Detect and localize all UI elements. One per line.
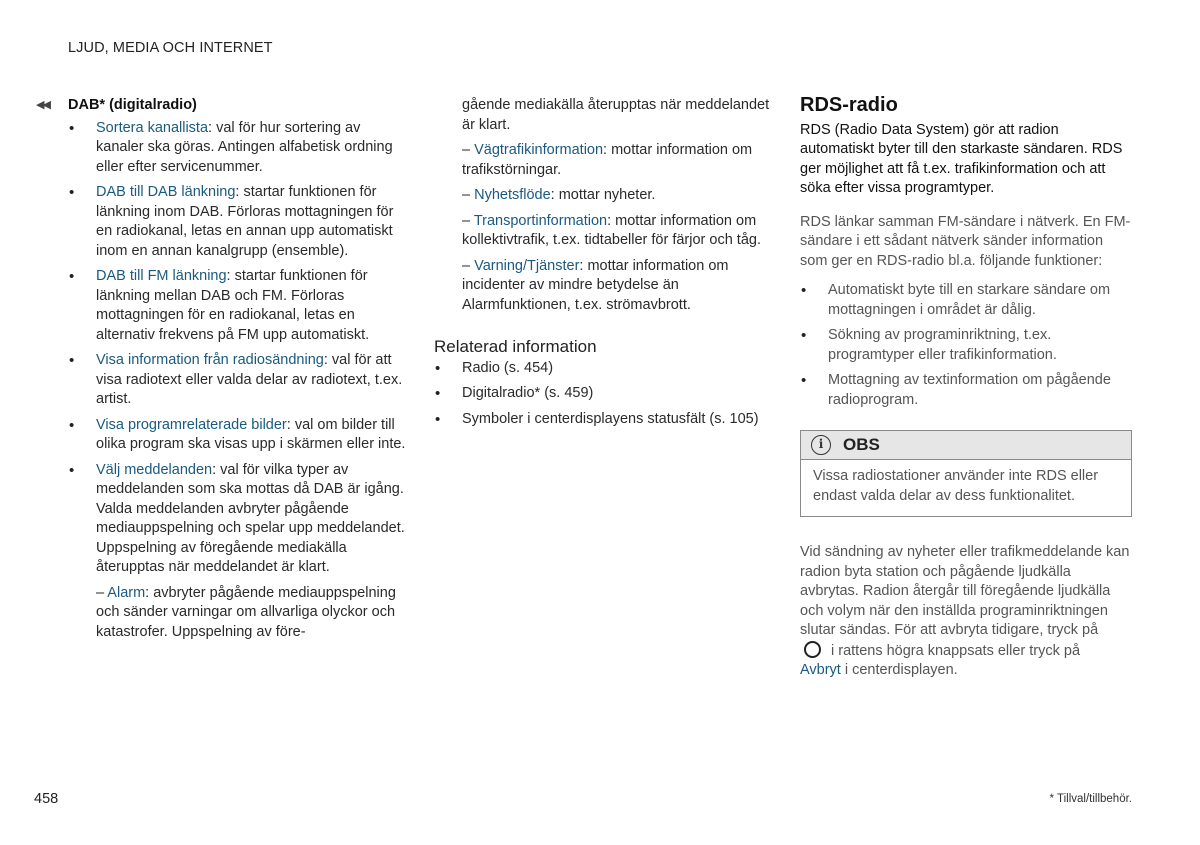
sub-text: : mottar information om trafikstörningar.	[462, 142, 753, 178]
rds-intro: RDS (Radio Data System) gör att radion automatiskt byter till den starkaste sändaren. RDS ger möjlighet att få t.ex. trafikinformation och att söka efter vissa programtyper.	[800, 121, 1123, 196]
column-3	[800, 96, 1133, 687]
sub-item	[462, 186, 774, 206]
dash: –	[462, 187, 475, 203]
footnote: * Tillval/tillbehör.	[1049, 793, 1132, 805]
list-item: • Mottagning av textinformation om pågående radioprogram.	[800, 371, 1133, 410]
dash: –	[462, 142, 475, 158]
list-item	[68, 416, 408, 455]
rds-paragraph-2	[800, 543, 1133, 681]
sub-item	[462, 141, 774, 180]
setting-term: Sortera kanallista	[96, 119, 209, 136]
info-icon: i	[811, 435, 831, 455]
paragraph-text-end: i centerdisplayen.	[840, 662, 958, 678]
setting-text: : startar funktionen för länkning inom DAB. Förloras mottagningen för en radiokanal, letas en annan upp automatiskt inom en annan kanalgrupp (ensemble).	[96, 184, 394, 259]
rds-functions-list	[800, 281, 1133, 410]
dab-settings-list	[68, 119, 408, 643]
rds-radio-title: RDS-radio	[800, 94, 898, 116]
sub-text: : mottar information om incidenter av mindre betydelse än Alarmfunktionen, t.ex. strömavbrott.	[462, 257, 729, 313]
section-title-dab: DAB* (digitalradio)	[68, 97, 197, 113]
setting-term: Visa information från radiosändning	[96, 352, 324, 368]
avbryt-term: Avbryt	[800, 662, 841, 678]
column-2	[434, 96, 774, 435]
sub-term: Transportinformation	[473, 212, 608, 229]
list-item	[68, 119, 408, 178]
paragraph-text: Vid sändning av nyheter eller trafikmeddelande kan radion byta station och pågående ljudkälla avbrytas. Radion återgår till föregående ljudkälla och volym när den inställda programinriktningen slutar sändas. För att avbryta tidigare, tryck på	[800, 544, 1130, 638]
related-link[interactable]: • Symboler i centerdisplayens statusfält (s. 105)	[434, 410, 774, 430]
dash: –	[96, 584, 108, 601]
dash: –	[462, 212, 474, 229]
sub-text: : avbryter pågående mediauppspelning och sänder varningar om allvarliga olyckor och katastrofer. Uppspelning av före-	[96, 584, 396, 640]
list-item	[68, 461, 408, 643]
sub-term: Nyhetsflöde	[474, 187, 551, 203]
sub-item	[462, 257, 774, 316]
page-number: 458	[34, 791, 59, 807]
column-1	[36, 96, 408, 648]
related-info-title: Relaterad information	[434, 337, 597, 356]
setting-text: : val för att visa radiotext eller valda delar av radiotext, t.ex. artist.	[96, 352, 403, 407]
obs-text: Vissa radiostationer använder inte RDS eller endast valda delar av dess funktionalitet.	[813, 468, 1099, 504]
setting-term: DAB till DAB länkning	[96, 184, 236, 200]
list-item	[68, 183, 408, 261]
obs-header	[801, 431, 1131, 460]
setting-term: Visa programrelaterade bilder	[96, 416, 287, 433]
obs-title: OBS	[843, 435, 880, 455]
related-link[interactable]: • Radio (s. 454)	[434, 359, 774, 379]
back-arrows-icon[interactable]: ◀◀	[36, 99, 49, 111]
sub-term: Alarm	[107, 584, 146, 601]
continuation-text: gående mediakälla återupptas när meddelandet är klart.	[462, 97, 770, 133]
obs-note-box	[800, 430, 1132, 517]
sub-text: : mottar nyheter.	[550, 187, 656, 203]
setting-text: : val om bilder till olika program ska visas upp i skärmen eller inte.	[96, 416, 406, 452]
dash: –	[462, 257, 475, 274]
related-links-list	[434, 359, 774, 430]
sub-item	[462, 212, 774, 251]
setting-term: Välj meddelanden	[96, 461, 213, 478]
list-item	[68, 351, 408, 410]
paragraph-text-cont: i rattens högra knappsats eller tryck på	[831, 642, 1081, 659]
setting-text: : startar funktionen för länkning mellan DAB och FM. Förloras mottagningen för en radiokanal, letas en alternativ frekvens på FM upp automatiskt.	[96, 268, 370, 343]
sub-term: Varning/Tjänster	[474, 257, 580, 274]
list-item: • Sökning av programinriktning, t.ex. programtyper eller trafikinformation.	[800, 326, 1133, 365]
list-item: • Automatiskt byte till en starkare sändare om mottagningen i området är dålig.	[800, 281, 1133, 320]
setting-term: DAB till FM länkning	[96, 268, 227, 284]
setting-text: : val för vilka typer av meddelanden som ska mottas då DAB är igång. Valda meddelanden avbryter pågående mediauppspelning och spelar upp meddelandet. Uppspelning av föregående mediakälla återupptas när meddelandet är klart.	[96, 461, 405, 575]
steering-wheel-button-icon	[804, 641, 821, 658]
list-item	[68, 267, 408, 345]
sub-term: Vägtrafikinformation	[474, 142, 604, 158]
related-link[interactable]: • Digitalradio* (s. 459)	[434, 384, 774, 404]
rds-paragraph: RDS länkar samman FM-sändare i nätverk. En FM-sändare i ett sådant nätverk sänder information som ger en RDS-radio bl.a. följande funktioner:	[800, 213, 1131, 269]
chapter-header: LJUD, MEDIA OCH INTERNET	[68, 40, 273, 56]
sub-text: : mottar information om kollektivtrafik, t.ex. tidtabeller för färjor och tåg.	[462, 212, 761, 248]
sub-item-alarm	[96, 584, 408, 643]
setting-text: : val för hur sortering av kanaler ska göras. Antingen alfabetisk ordning eller efter servicenummer.	[96, 119, 393, 175]
